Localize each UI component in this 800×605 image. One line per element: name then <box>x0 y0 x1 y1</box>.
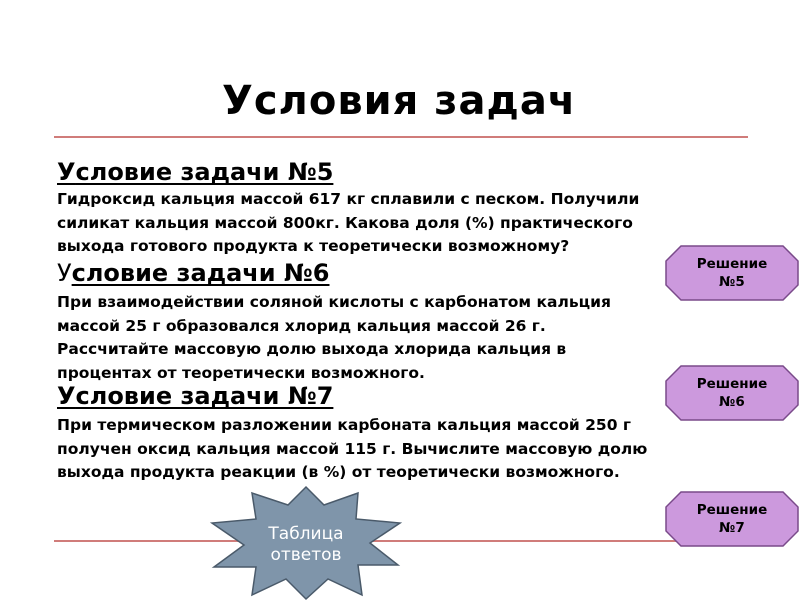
problem-6-line: Рассчитайте массовую долю выхода хлорида кальция в <box>57 340 567 358</box>
problem-6-text <box>57 291 611 385</box>
answers-label-line1: Таблица <box>268 524 344 544</box>
problem-5-heading-first: У <box>57 158 76 186</box>
problem-6-heading <box>57 259 330 287</box>
problem-7-heading-rest: словие задачи №7 <box>75 382 334 410</box>
problem-5-line: Гидроксид кальция массой 617 кг сплавили с песком. Получили <box>57 190 640 208</box>
problem-5-line: выхода готового продукта к теоретически возможному? <box>57 237 570 255</box>
answers-label-line2: ответов <box>270 545 342 565</box>
slide-title: Условия задач <box>222 78 577 124</box>
problem-5-text <box>57 188 639 259</box>
problem-7-line: выхода продукта реакции (в %) от теоретически возможного. <box>57 463 620 481</box>
solution-5-label-line1: Решение <box>696 256 768 272</box>
solution-7-label-line2: №7 <box>719 520 745 536</box>
problem-5-heading-rest: словие задачи №5 <box>75 158 334 186</box>
problem-6-line: процентах от теоретически возможного. <box>57 363 425 382</box>
problem-5-line: силикат кальция массой 800кг. Какова доля (%) практического <box>57 213 633 232</box>
solution-6-button[interactable] <box>665 365 799 421</box>
answers-table-button[interactable] <box>208 483 404 601</box>
problem-6-heading-rest: словие задачи №6 <box>71 259 330 287</box>
problem-6-heading-first: У <box>57 259 72 287</box>
problem-7-heading <box>57 382 333 410</box>
problem-6-line: массой 25 г образовался хлорид кальция массой 26 г. <box>57 316 546 335</box>
solution-7-label-line1: Решение <box>696 502 768 518</box>
solution-7-button[interactable] <box>665 491 799 547</box>
problem-7-line: получен оксид кальция массой 115 г. Вычислите массовую долю <box>57 439 648 458</box>
solution-6-label-line2: №6 <box>719 394 745 410</box>
solution-5-button[interactable] <box>665 245 799 301</box>
solution-5-label-line2: №5 <box>719 274 745 290</box>
title-divider <box>54 136 748 138</box>
problem-5-heading <box>57 158 333 186</box>
problem-7-text <box>57 414 647 485</box>
problem-7-heading-first: У <box>57 382 76 410</box>
problem-6-line: При взаимодействии соляной кислоты с карбонатом кальция <box>57 293 611 311</box>
solution-6-label-line1: Решение <box>696 376 768 392</box>
problem-7-line: При термическом разложении карбоната кальция массой 250 г <box>57 416 631 434</box>
